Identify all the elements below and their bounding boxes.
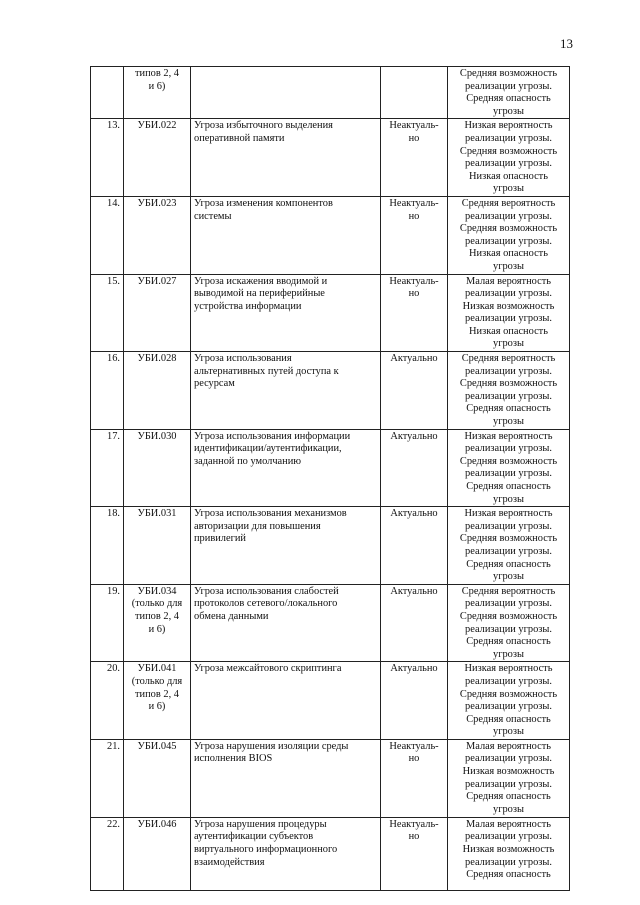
assessment-line: угрозы [493, 803, 524, 815]
row-number-cell: 22. [91, 817, 124, 890]
relevance-line: но [408, 831, 420, 843]
threat-id-line: УБИ.031 [137, 508, 177, 520]
threat-id-line: типов 2, 4 [135, 688, 179, 700]
assessment-cell [448, 196, 570, 274]
relevance-line: но [408, 288, 420, 300]
threat-name-line: Угроза использования [194, 353, 292, 365]
assessment-line: Средняя возможность [459, 223, 558, 235]
table-row [91, 352, 570, 430]
threat-id-cell [124, 662, 191, 740]
threat-id-line: УБИ.027 [137, 275, 177, 287]
assessment-line: угрозы [493, 571, 524, 583]
threat-name-cell [191, 274, 381, 352]
relevance-line: но [408, 753, 420, 765]
threat-id-line: УБИ.034 [137, 585, 177, 597]
threat-id-line: (только для [131, 598, 183, 610]
threat-id-cell [124, 196, 191, 274]
relevance-line: Неактуаль- [389, 740, 439, 752]
assessment-line: Средняя опасность [466, 481, 551, 492]
relevance-cell [381, 119, 448, 197]
assessment-line: Низкая опасность [469, 325, 548, 337]
relevance-line: Неактуаль- [389, 197, 439, 209]
threat-name-cell [191, 352, 381, 430]
threat-name-line: идентификации/аутентификации, [194, 443, 342, 455]
threat-table-body [91, 67, 570, 891]
row-number-cell: 20. [91, 662, 124, 740]
relevance-cell [381, 507, 448, 585]
relevance-cell [381, 429, 448, 507]
threat-name-line: Угроза использования слабостей [194, 585, 339, 597]
assessment-cell [448, 739, 570, 817]
row-number-cell: 21. [91, 739, 124, 817]
assessment-line: Средняя опасность [466, 791, 551, 803]
assessment-line: реализации угрозы. [465, 856, 552, 868]
threat-name-line: виртуального информационного [194, 844, 338, 856]
threat-id-line: и 6) [148, 623, 166, 635]
relevance-cell [381, 196, 448, 274]
threat-name-line: Угроза искажения вводимой и [194, 275, 328, 287]
row-number-cell: 19. [91, 584, 124, 662]
threat-name-line: системы [194, 210, 232, 222]
assessment-cell [448, 429, 570, 507]
threat-id-cell [124, 429, 191, 507]
threat-name-cell [191, 119, 381, 197]
table-row [91, 67, 570, 119]
threat-name-line: оперативной памяти [194, 132, 285, 144]
assessment-line: реализации угрозы. [465, 701, 552, 713]
threat-name-cell [191, 429, 381, 507]
relevance-line: Актуально [390, 353, 438, 365]
threat-name-line: Угроза избыточного выделения [194, 120, 333, 132]
assessment-line: реализации угрозы. [465, 778, 552, 790]
assessment-line: реализации угрозы. [465, 468, 552, 480]
assessment-line: Средняя вероятность [461, 197, 556, 209]
threat-name-line: привилегий [194, 533, 246, 545]
threat-id-line: типов 2, 4 [135, 610, 179, 622]
assessment-line: угрозы [493, 648, 524, 660]
assessment-line: Средняя вероятность [461, 353, 556, 365]
relevance-cell [381, 739, 448, 817]
threat-id-cell [124, 739, 191, 817]
assessment-cell [448, 507, 570, 585]
assessment-line: Низкая вероятность [464, 120, 553, 132]
assessment-line: Низкая опасность [469, 248, 548, 260]
threat-name-cell [191, 196, 381, 274]
assessment-line: Средняя возможность [459, 145, 558, 157]
relevance-line: Неактуаль- [389, 120, 439, 132]
assessment-line: Низкая опасность [469, 170, 548, 182]
relevance-cell [381, 274, 448, 352]
assessment-line: реализации угрозы. [465, 831, 552, 843]
threat-name-line: Угроза использования информации [194, 430, 351, 442]
relevance-cell [381, 67, 448, 119]
threat-id-line: УБИ.023 [137, 197, 177, 209]
threat-name-line: Угроза межсайтового скриптинга [194, 663, 342, 675]
assessment-line: Средняя опасность [466, 403, 551, 415]
assessment-line: реализации угрозы. [465, 158, 552, 170]
table-row [91, 817, 570, 890]
threat-name-line: Угроза нарушения процедуры [194, 818, 327, 830]
threat-id-line: УБИ.041 [137, 663, 177, 675]
threat-name-line: авторизации для повышения [194, 520, 321, 532]
assessment-line: угрозы [493, 338, 524, 350]
table-row [91, 274, 570, 352]
assessment-line: Низкая возможность [462, 766, 555, 778]
assessment-line: реализации угрозы. [465, 623, 552, 635]
threat-name-line: альтернативных путей доступа к [194, 365, 339, 377]
relevance-cell [381, 352, 448, 430]
assessment-line: Средняя вероятность [461, 585, 556, 597]
threat-id-cell [124, 67, 191, 119]
relevance-line: Актуально [390, 585, 438, 597]
assessment-line: Низкая возможность [462, 844, 555, 856]
threat-name-line: устройства информации [194, 300, 302, 312]
assessment-line: реализации угрозы. [465, 390, 552, 402]
assessment-line: угрозы [493, 183, 524, 195]
assessment-cell [448, 584, 570, 662]
assessment-line: Средняя опасность [466, 713, 551, 725]
assessment-line: Малая вероятность [466, 818, 551, 830]
assessment-line: Низкая вероятность [464, 430, 553, 442]
assessment-line: Средняя возможность [459, 378, 558, 390]
assessment-line: реализации угрозы. [465, 132, 552, 144]
assessment-line: Средняя опасность [466, 869, 551, 881]
threat-name-line: протоколов сетевого/локального [194, 598, 338, 610]
threat-id-line: УБИ.022 [137, 120, 177, 132]
threat-name-cell [191, 584, 381, 662]
table-row [91, 739, 570, 817]
threat-name-cell [191, 507, 381, 585]
row-number-cell: 14. [91, 196, 124, 274]
table-row [91, 662, 570, 740]
assessment-line: Средняя возможность [459, 533, 558, 545]
assessment-line: реализации угрозы. [465, 443, 552, 455]
assessment-line: Средняя возможность [459, 455, 558, 467]
threat-id-line: типов 2, 4 [135, 68, 179, 79]
assessment-line: угрозы [493, 260, 524, 272]
threat-id-cell [124, 274, 191, 352]
assessment-line: угрозы [493, 493, 524, 505]
relevance-cell [381, 662, 448, 740]
assessment-line: Средняя опасность [466, 558, 551, 570]
threat-id-cell [124, 507, 191, 585]
assessment-line: реализации угрозы. [465, 545, 552, 557]
relevance-line: Неактуаль- [389, 818, 439, 830]
threat-name-cell [191, 739, 381, 817]
threat-id-line: (только для [131, 675, 183, 687]
row-number-cell: 15. [91, 274, 124, 352]
threat-name-cell [191, 817, 381, 890]
threat-id-line: и 6) [148, 701, 166, 713]
threat-name-line: взаимодействия [194, 856, 265, 868]
table-row [91, 196, 570, 274]
threat-name-line: исполнения BIOS [194, 753, 273, 765]
assessment-cell [448, 67, 570, 119]
relevance-cell [381, 817, 448, 890]
relevance-line: Актуально [390, 663, 438, 675]
assessment-line: реализации угрозы. [465, 598, 552, 610]
assessment-cell [448, 662, 570, 740]
assessment-line: угрозы [493, 416, 524, 428]
threat-id-cell [124, 817, 191, 890]
threat-id-line: УБИ.030 [137, 430, 177, 442]
assessment-cell [448, 274, 570, 352]
assessment-line: Малая вероятность [466, 740, 551, 752]
assessment-line: реализации угрозы. [465, 365, 552, 377]
threat-name-line: Угроза использования механизмов [194, 508, 347, 520]
threat-name-line: Угроза изменения компонентов [194, 197, 333, 209]
threat-id-cell [124, 119, 191, 197]
assessment-line: Средняя опасность [466, 636, 551, 648]
assessment-line: Средняя возможность [459, 68, 558, 79]
table-row [91, 507, 570, 585]
row-number-cell: 17. [91, 429, 124, 507]
assessment-line: угрозы [493, 105, 524, 117]
threat-id-line: УБИ.045 [137, 740, 177, 752]
table-row [91, 119, 570, 197]
threat-name-line: выводимой на периферийные [194, 288, 325, 300]
threat-name-line: заданной по умолчанию [194, 455, 302, 467]
row-number-cell: 16. [91, 352, 124, 430]
threat-table [90, 66, 570, 891]
assessment-cell [448, 119, 570, 197]
assessment-line: Малая вероятность [466, 275, 551, 287]
row-number-cell [91, 67, 124, 119]
threat-name-cell [191, 67, 381, 119]
threat-name-line: обмена данными [194, 610, 269, 622]
threat-name-line: аутентификации субъектов [194, 831, 314, 843]
table-row [91, 584, 570, 662]
assessment-line: реализации угрозы. [465, 80, 552, 92]
assessment-line: реализации угрозы. [465, 520, 552, 532]
relevance-line: но [408, 210, 420, 222]
row-number-cell: 13. [91, 119, 124, 197]
assessment-line: Низкая вероятность [464, 508, 553, 520]
assessment-line: Низкая вероятность [464, 663, 553, 675]
assessment-line: реализации угрозы. [465, 235, 552, 247]
threat-id-line: и 6) [148, 80, 166, 92]
threat-name-cell [191, 662, 381, 740]
threat-id-cell [124, 584, 191, 662]
threat-id-cell [124, 352, 191, 430]
relevance-line: Актуально [390, 508, 438, 520]
assessment-line: Средняя опасность [466, 93, 551, 105]
threat-id-line: УБИ.046 [137, 818, 177, 830]
assessment-line: реализации угрозы. [465, 675, 552, 687]
assessment-line: Низкая возможность [462, 300, 555, 312]
threat-name-line: ресурсам [194, 378, 235, 390]
assessment-line: Средняя возможность [459, 610, 558, 622]
relevance-cell [381, 584, 448, 662]
assessment-line: угрозы [493, 726, 524, 738]
assessment-line: реализации угрозы. [465, 753, 552, 765]
row-number-cell: 18. [91, 507, 124, 585]
relevance-line: но [408, 132, 420, 144]
relevance-line: Актуально [390, 430, 438, 442]
assessment-line: Средняя возможность [459, 688, 558, 700]
assessment-line: реализации угрозы. [465, 288, 552, 300]
threat-id-line: УБИ.028 [137, 353, 177, 365]
table-row [91, 429, 570, 507]
relevance-line: Неактуаль- [389, 275, 439, 287]
threat-name-line: Угроза нарушения изоляции среды [194, 740, 349, 752]
assessment-line: реализации угрозы. [465, 313, 552, 325]
assessment-line: реализации угрозы. [465, 210, 552, 222]
assessment-cell [448, 817, 570, 890]
page-number: 13 [560, 36, 573, 51]
assessment-cell [448, 352, 570, 430]
